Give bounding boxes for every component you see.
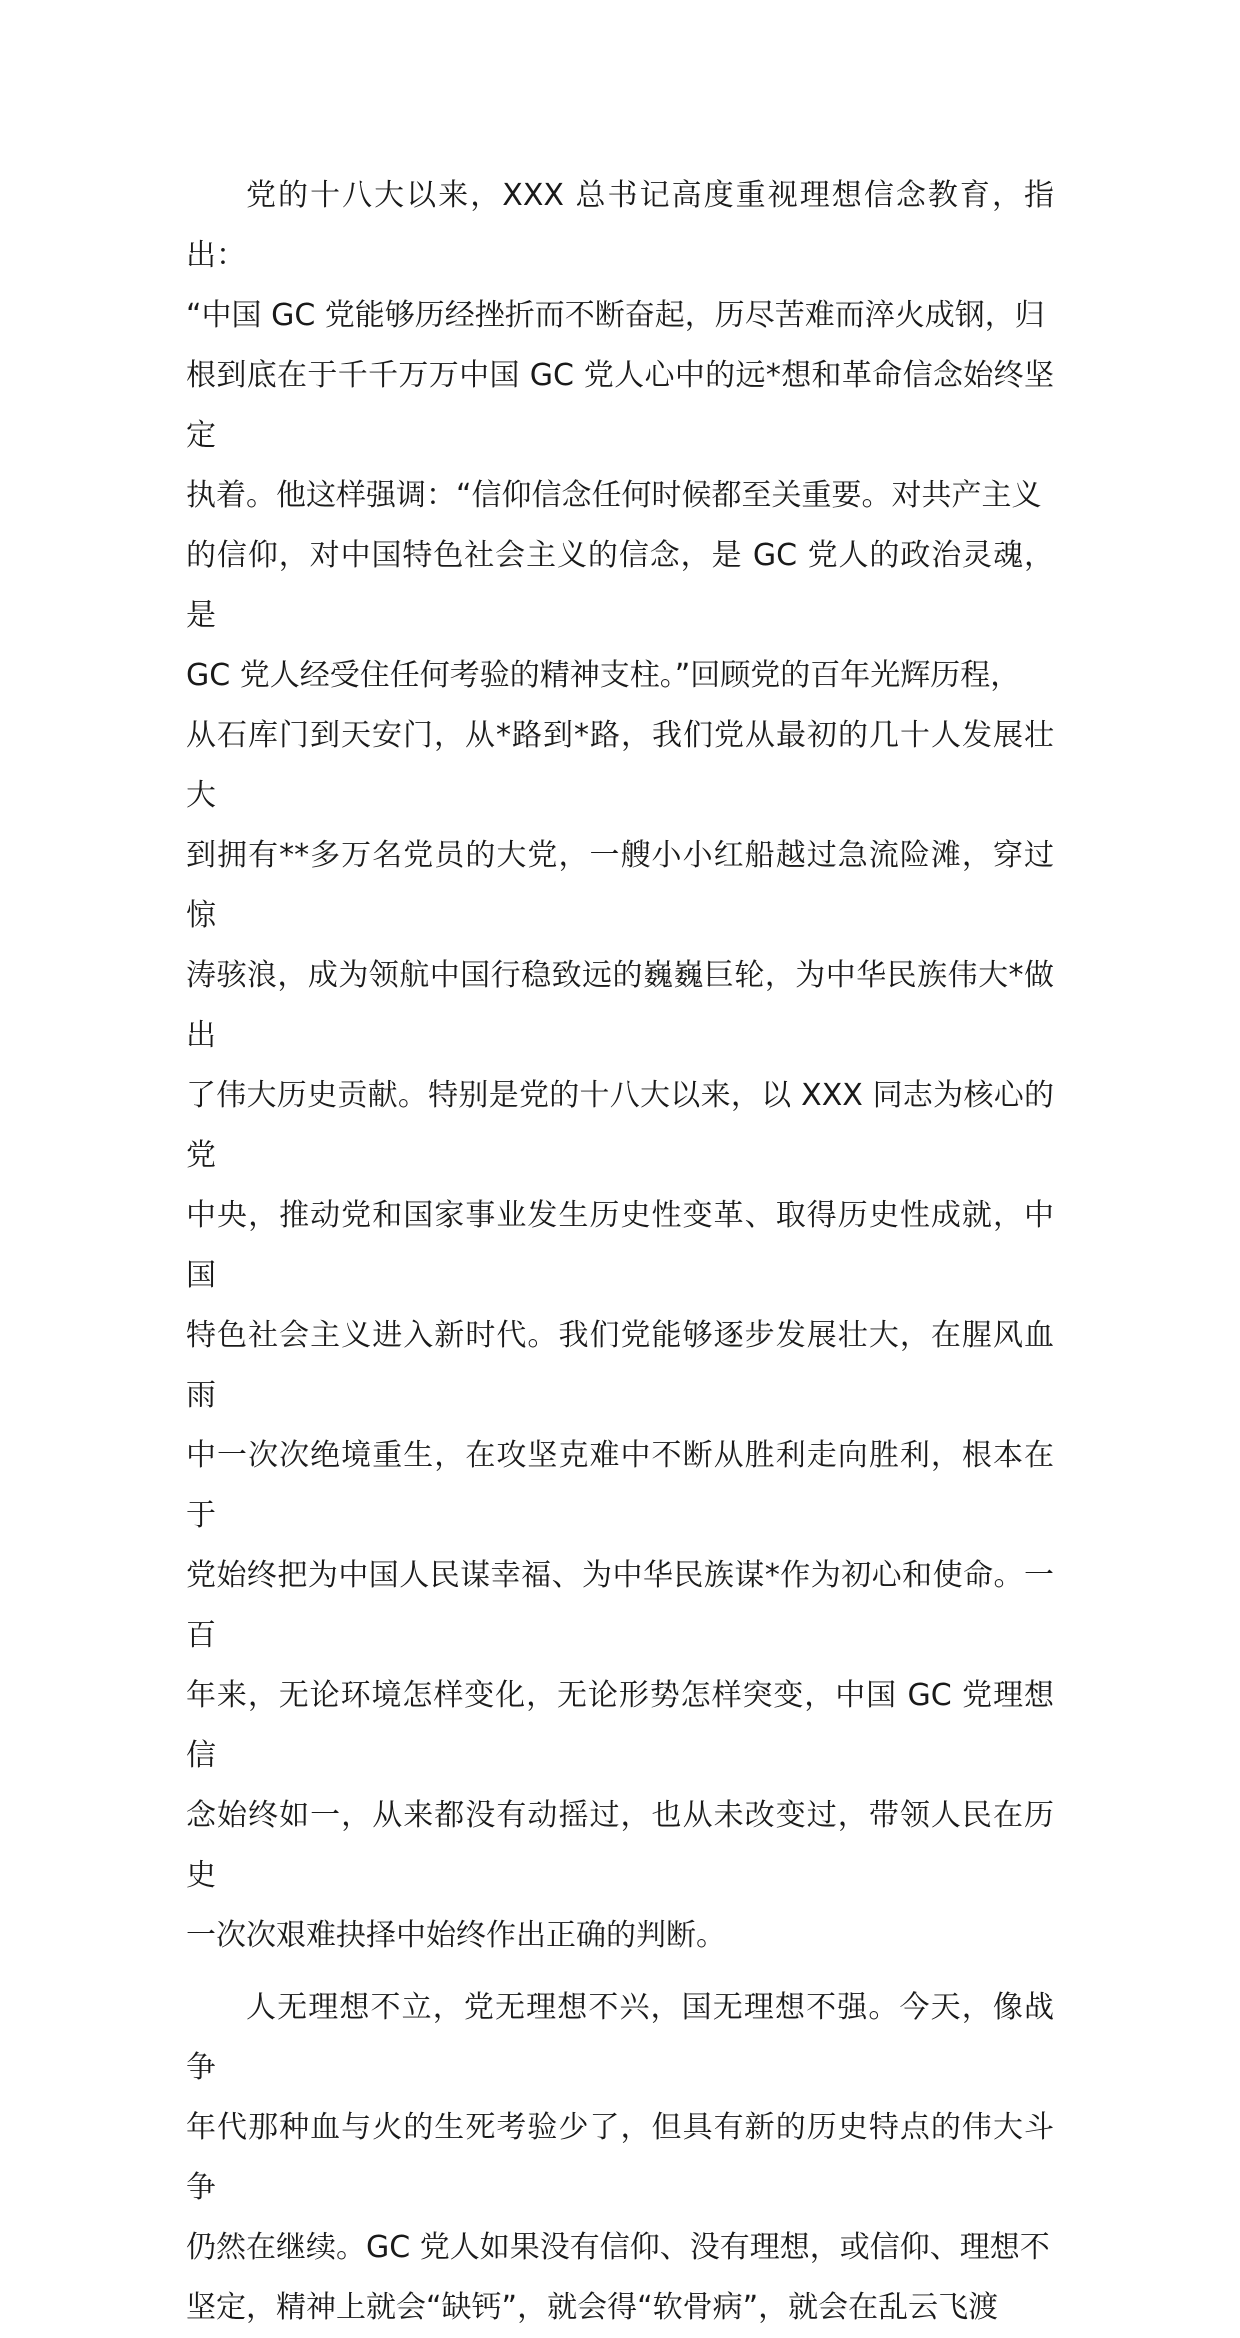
paragraph-1: 党的十八大以来，XXX 总书记高度重视理想信念教育，指出： “中国 GC 党能够历经挫折而不断奋起，历尽苦难而淬火成钢，归 根到底在于千千万万中国 GC 党人心中的远*想和革命信念始终坚定 执着。他这样强调：“信仰信念任何时候都至关重要。对共产主义 的信仰，对中国特色社会主义的信念，是 GC 党人的政治灵魂，是 GC 党人经受住任何考验的精神支柱。”回顾党的百年光辉历程， 从石库门到天安门，从*路到*路，我们党从最初的几十人发展壮大 到拥有**多万名党员的大党，一艘小小红船越过急流险滩，穿过惊 涛骇浪，成为领航中国行稳致远的巍巍巨轮，为中华民族伟大*做出 了伟大历史贡献。特别是党的十八大以来，以 XXX 同志为核心的党 中央，推动党和国家事业发生历史性变革、取得历史性成就，中国 特色社会主义进入新时代。我们党能够逐步发展壮大，在腥风血雨 中一次次绝境重生，在攻坚克难中不断从胜利走向胜利，根本在于 党始终把为中国人民谋幸福、为中华民族谋*作为初心和使命。一百 年来，无论环境怎样变化，无论形势怎样突变，中国 GC 党理想信 念始终如一，从来都没有动摇过，也从未改变过，带领人民在历史 一次次艰难抉择中始终作出正确的判断。 — [186, 178, 1054, 1953]
document-body — [186, 166, 1054, 2338]
paragraph-2: 人无理想不立，党无理想不兴，国无理想不强。今天，像战争 年代那种血与火的生死考验少了，但具有新的历史特点的伟大斗争 仍然在继续。GC 党人如果没有信仰、没有理想，或信仰、理想不 坚定，精神上就会“缺钙”，就会得“软骨病”，就会在乱云飞渡 — [186, 1990, 1054, 2325]
